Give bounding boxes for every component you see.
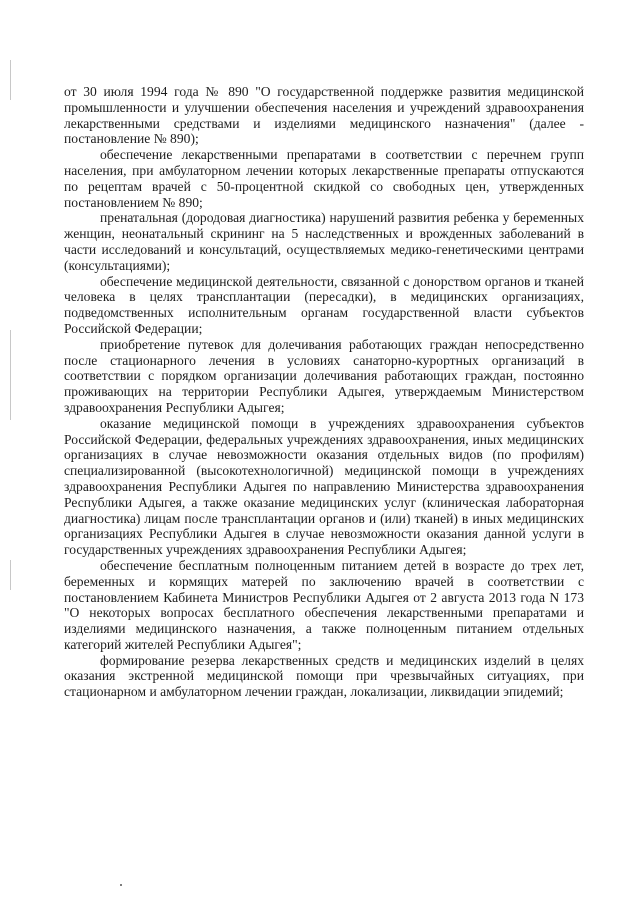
paragraph: обеспечение лекарственными препаратами в соответствии с перечнем групп населения, при амбулаторном лечении которых лекарственные препараты отпускаются по рецептам врачей с 50-процентной скидкой со свободных цен, утвержденных постановлением № 890; (64, 147, 584, 210)
paragraph: пренатальная (дородовая диагностика) нарушений развития ребенка у беременных женщин, неонатальный скрининг на 5 наследственных и врожденных заболеваний в части исследований и консультаций, осуществляемых медико-генетическими центрами (консультациями); (64, 210, 584, 273)
paragraph: обеспечение медицинской деятельности, связанной с донорством органов и тканей человека в целях трансплантации (пересадки), в медицинских организациях, подведомственных исполнительным органам государственной власти субъектов Российской Федерации; (64, 273, 584, 336)
paragraph: формирование резерва лекарственных средств и медицинских изделий в целях оказания экстренной медицинской помощи при чрезвычайных ситуациях, при стационарном и амбулаторном лечении граждан, локализации, ликвидации эпидемий; (64, 652, 584, 700)
scan-edge-mark (10, 560, 11, 590)
paragraph: оказание медицинской помощи в учреждениях здравоохранения субъектов Российской Федерации, федеральных учреждениях здравоохранения, иных медицинских организациях в случае невозможности оказания отдельных видов (по профилям) специализированной (высокотехнологичной) медицинской помощи в учреждениях здравоохранения Республики Адыгея по направлению Министерства здравоохранения Республики Адыгея, а также оказание медицинских услуг (клиническая лабораторная диагностика) лицам после трансплантации органов и (или) тканей) в иных медицинских организациях Республики Адыгея в случае невозможности оказания данной услуги в государственных учреждениях здравоохранения Республики Адыгея; (64, 415, 584, 558)
paragraph: обеспечение бесплатным полноценным питанием детей в возрасте до трех лет, беременных и кормящих матерей по заключению врачей в соответствии с постановлением Кабинета Министров Республики Адыгея от 2 августа 2013 года N 173 "О некоторых вопросах бесплатного обеспечения лекарственными препаратами и изделиями медицинского назначения, а также полноценным питанием отдельных категорий жителей Республики Адыгея"; (64, 557, 584, 652)
paragraph: приобретение путевок для долечивания работающих граждан непосредственно после стационарного лечения в условиях санаторно-курортных организаций в соответствии с порядком организации долечивания работающих граждан, постоянно проживающих на территории Республики Адыгея, утверждаемым Министерством здравоохранения Республики Адыгея; (64, 336, 584, 415)
scan-dot (120, 884, 122, 886)
paragraph: от 30 июля 1994 года № 890 "О государственной поддержке развития медицинской промышленности и улучшении обеспечения населения и учреждений здравоохранения лекарственными средствами и изделиями медицинского назначения" (далее - постановление № 890); (64, 84, 584, 147)
scan-edge-mark (10, 330, 11, 420)
scan-edge-mark (10, 60, 11, 100)
document-body (64, 84, 584, 700)
